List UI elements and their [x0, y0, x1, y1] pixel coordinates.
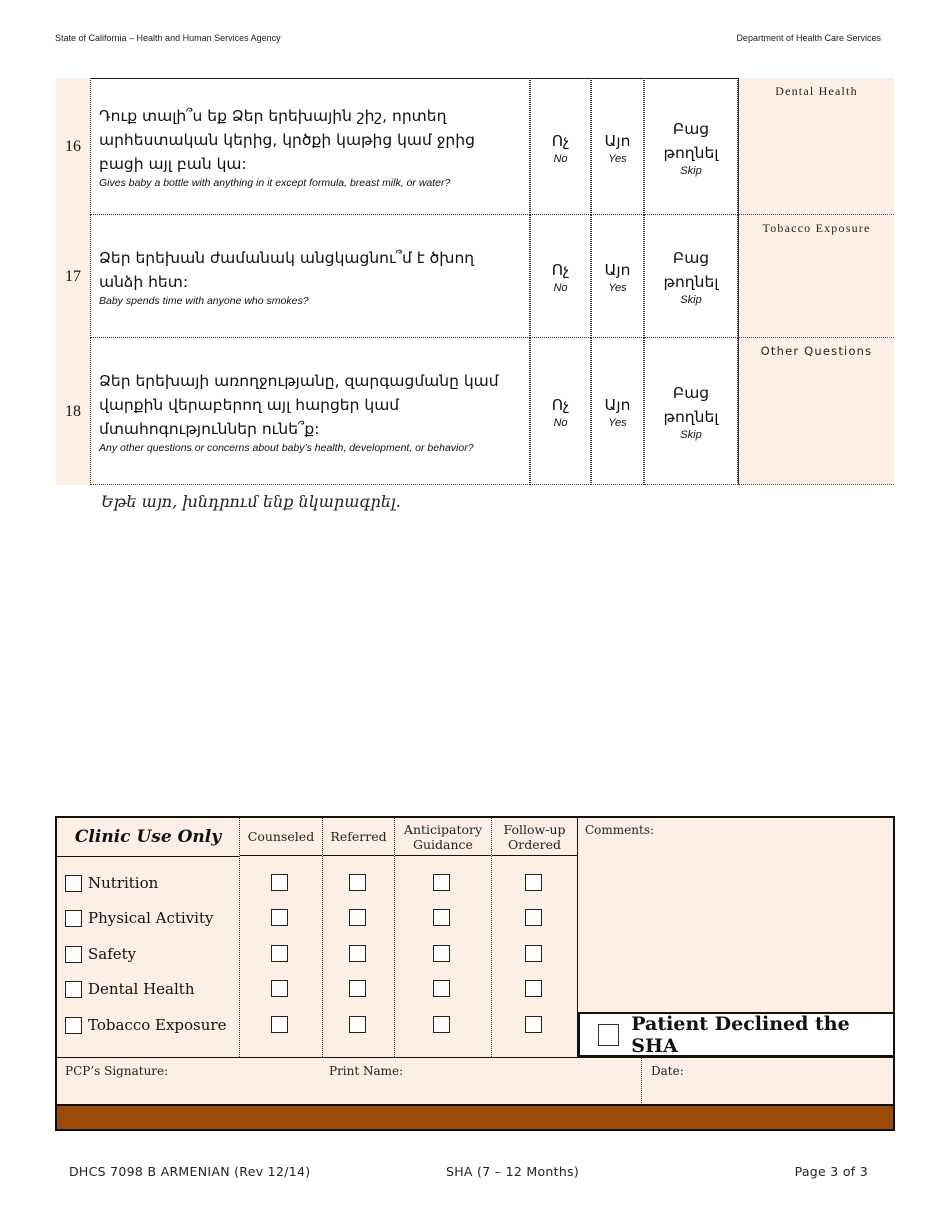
clinic-use-box: [55, 816, 895, 1131]
question-row-18: [56, 338, 894, 485]
category-label: Other Questions: [760, 344, 873, 358]
row-safety: [65, 945, 136, 963]
footer-form-title: SHA (7 – 12 Months): [446, 1164, 580, 1179]
question-english: Gives baby a bottle with anything in it except formula, breast milk, or water?: [99, 177, 451, 189]
checkbox-dental-health-referred[interactable]: [349, 980, 366, 997]
checkbox-physical-activity[interactable]: [65, 910, 82, 927]
patient-declined-label: Patient Declined the SHA: [631, 1012, 850, 1057]
checkbox-dental-health-followup[interactable]: [525, 980, 542, 997]
answer-yes-english: Yes: [608, 417, 627, 429]
answer-skip-option[interactable]: [644, 78, 738, 215]
question-english: Baby spends time with anyone who smokes?: [99, 294, 309, 307]
checkbox-physical-activity-counseled[interactable]: [271, 909, 288, 926]
if-yes-describe-prompt: Եթե այո, խնդրում ենք նկարագրել.: [101, 492, 401, 511]
checkbox-physical-activity-followup[interactable]: [525, 909, 542, 926]
column-label: Follow-up: [503, 821, 566, 837]
checkbox-dental-health[interactable]: [65, 981, 82, 998]
patient-declined-box: [578, 1012, 895, 1057]
column-label: Guidance: [413, 836, 473, 852]
checkbox-nutrition-counseled[interactable]: [271, 874, 288, 891]
checkbox-physical-activity-anticipatory[interactable]: [433, 909, 450, 926]
checkbox-tobacco-exposure-anticipatory[interactable]: [433, 1016, 450, 1033]
column-label: Anticipatory: [403, 821, 483, 837]
question-armenian-line: Ձեր երեխայի առողջությանը, զարգացմանը կամ: [99, 371, 499, 390]
clinic-title-rule: [57, 856, 239, 857]
question-row-17: [56, 215, 894, 338]
column-header-followup-ordered: [492, 818, 577, 856]
category-cell: [738, 338, 894, 485]
clinic-title: Clinic Use Only: [74, 827, 222, 847]
checkbox-tobacco-exposure-followup[interactable]: [525, 1016, 542, 1033]
checkbox-safety-anticipatory[interactable]: [433, 945, 450, 962]
answer-skip-option[interactable]: [644, 338, 738, 485]
checkbox-nutrition-anticipatory[interactable]: [433, 874, 450, 891]
answer-yes-option[interactable]: [591, 215, 644, 338]
row-label: Physical Activity: [88, 909, 214, 927]
answer-no-english: No: [553, 417, 568, 429]
answer-skip-english: Skip: [680, 164, 702, 177]
question-number: 16: [56, 78, 90, 215]
question-english: Any other questions or concerns about baby’s health, development, or behavior?: [99, 441, 474, 454]
answer-no-english: No: [553, 152, 568, 165]
column-label: Referred: [330, 829, 387, 844]
answer-skip-armenian: թողնել: [663, 408, 719, 426]
answer-skip-armenian: թողնել: [663, 143, 719, 162]
column-header-counseled: [240, 818, 322, 856]
checkbox-safety-referred[interactable]: [349, 945, 366, 962]
answer-no-english: No: [553, 282, 568, 294]
answer-yes-option[interactable]: [591, 78, 644, 215]
bottom-color-bar: [57, 1104, 893, 1129]
answer-yes-option[interactable]: [591, 338, 644, 485]
checkbox-dental-health-counseled[interactable]: [271, 980, 288, 997]
row-nutrition: [65, 874, 158, 892]
checkbox-safety[interactable]: [65, 946, 82, 963]
question-armenian-line: Ձեր երեխան ժամանակ անցկացնու՞մ է ծխող: [99, 248, 475, 267]
question-row-16: [56, 78, 894, 215]
question-text-cell: [90, 78, 530, 215]
footer-form-id: DHCS 7098 B ARMENIAN (Rev 12/14): [69, 1164, 311, 1179]
answer-yes-english: Yes: [608, 282, 627, 294]
footer-page-number: Page 3 of 3: [794, 1164, 868, 1179]
column-label: Counseled: [247, 829, 315, 844]
answer-no-armenian: Ոչ: [551, 261, 570, 279]
print-name-label: Print Name:: [329, 1064, 404, 1078]
signature-rule: [57, 1057, 893, 1058]
answer-skip-armenian: Բաց: [672, 249, 710, 267]
question-armenian-line: բացի այլ բան կա:: [99, 155, 247, 173]
category-cell: [738, 78, 894, 215]
question-number: 17: [56, 215, 90, 338]
answer-no-option[interactable]: [530, 78, 591, 215]
question-armenian-line: արհեստական կերից, կրծքի կաթից կամ ջրից: [99, 131, 475, 149]
column-header-referred: [323, 818, 394, 856]
question-number: 18: [56, 338, 90, 485]
checkbox-nutrition[interactable]: [65, 875, 82, 892]
checkbox-dental-health-anticipatory[interactable]: [433, 980, 450, 997]
checkbox-tobacco-exposure-counseled[interactable]: [271, 1016, 288, 1033]
date-label: Date:: [651, 1064, 684, 1078]
category-label: Dental Health: [775, 84, 858, 98]
answer-skip-armenian: թողնել: [663, 273, 719, 291]
row-tobacco-exposure: [65, 1016, 226, 1034]
date-divider: [641, 1058, 642, 1105]
answer-yes-armenian: Այո: [604, 131, 631, 150]
question-armenian-line: մտահոգություններ ունե՞ք:: [99, 419, 320, 438]
category-cell: [738, 215, 894, 338]
checkbox-nutrition-followup[interactable]: [525, 874, 542, 891]
answer-no-option[interactable]: [530, 215, 591, 338]
checkbox-safety-counseled[interactable]: [271, 945, 288, 962]
question-text-cell: [90, 215, 530, 338]
question-armenian-line: անձի հետ:: [99, 272, 189, 291]
pcp-signature-label: PCP’s Signature:: [65, 1064, 169, 1078]
question-armenian-line: վարքին վերաբերող այլ հարցեր կամ: [99, 395, 400, 414]
header-agency: State of California – Health and Human Services Agency: [55, 33, 281, 43]
checkbox-physical-activity-referred[interactable]: [349, 909, 366, 926]
checkbox-safety-followup[interactable]: [525, 945, 542, 962]
answer-skip-english: Skip: [680, 429, 702, 441]
question-armenian-line: Դուք տալի՞ս եք Ձեր երեխային շիշ, որտեղ: [99, 107, 447, 125]
comments-label: Comments:: [585, 823, 655, 837]
answer-yes-armenian: Այո: [604, 261, 631, 279]
row-dental-health: [65, 980, 195, 998]
answer-yes-armenian: Այո: [604, 396, 631, 414]
row-label: Tobacco Exposure: [88, 1016, 227, 1034]
question-text-cell: [90, 338, 530, 485]
answer-skip-armenian: Բաց: [672, 384, 710, 402]
checkbox-patient-declined[interactable]: [598, 1024, 619, 1046]
row-physical-activity: [65, 909, 213, 927]
checkbox-tobacco-exposure-referred[interactable]: [349, 1016, 366, 1033]
answer-skip-option[interactable]: [644, 215, 738, 338]
answer-no-armenian: Ոչ: [551, 396, 570, 414]
column-header-anticipatory-guidance: [395, 818, 491, 856]
header-department: Department of Health Care Services: [736, 33, 881, 43]
answer-yes-english: Yes: [608, 152, 627, 165]
answer-skip-english: Skip: [680, 294, 702, 306]
answer-no-armenian: Ոչ: [551, 131, 570, 150]
checkbox-tobacco-exposure[interactable]: [65, 1017, 82, 1034]
row-label: Dental Health: [88, 980, 195, 998]
answer-no-option[interactable]: [530, 338, 591, 485]
answer-skip-armenian: Բաց: [672, 119, 710, 138]
column-label: Ordered: [507, 836, 561, 852]
category-label: Tobacco Exposure: [762, 221, 871, 235]
row-label: Nutrition: [88, 874, 159, 892]
row-label: Safety: [88, 945, 137, 963]
checkbox-nutrition-referred[interactable]: [349, 874, 366, 891]
